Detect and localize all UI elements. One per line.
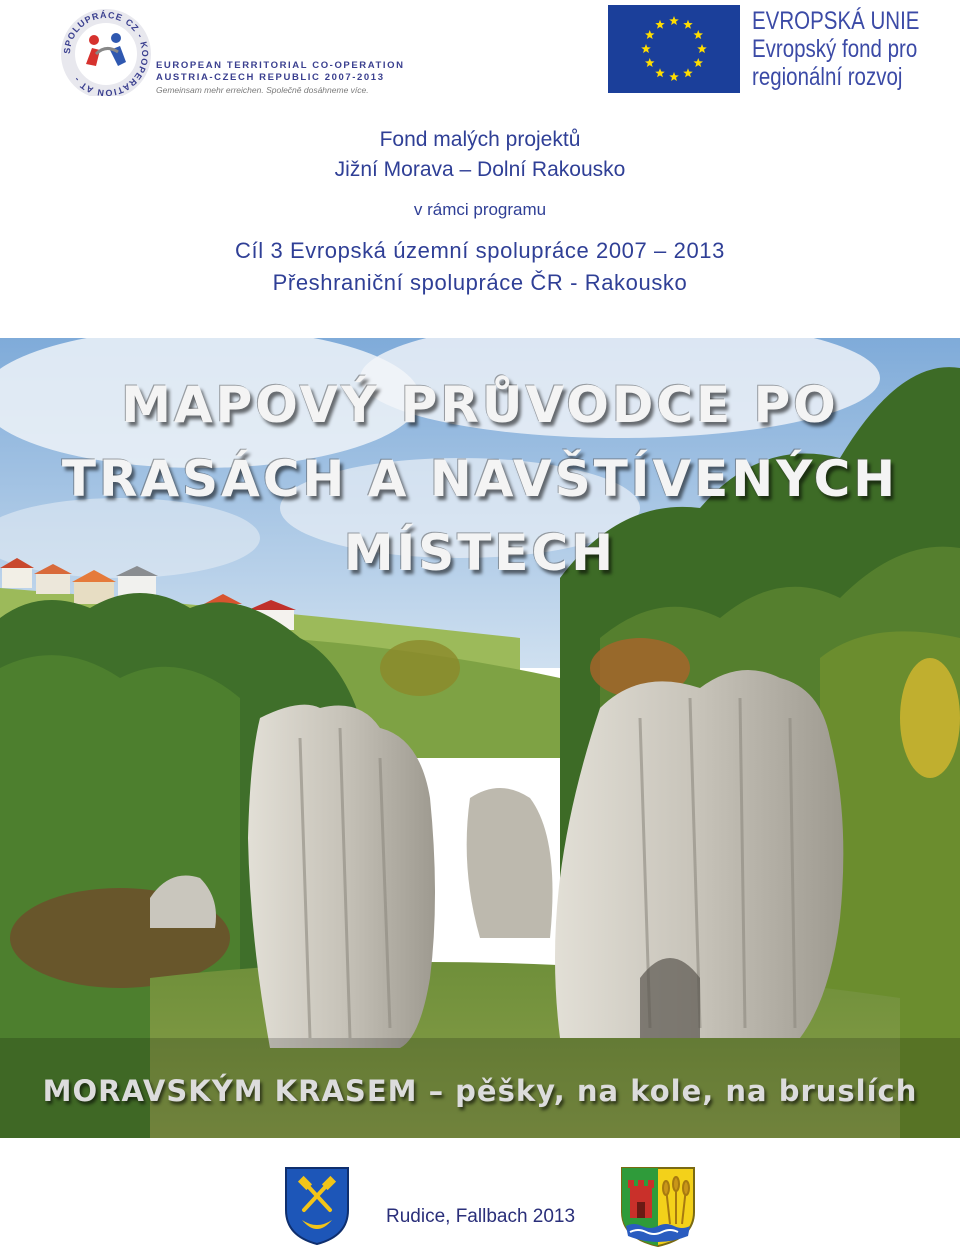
etc-cooperation-logo: [56, 4, 405, 96]
intro-goal: Cíl 3 Evropská územní spolupráce 2007 – 2013: [235, 238, 725, 263]
eu-line-2: Evropský fond pro: [752, 35, 918, 63]
fallbach-coat-of-arms-icon: [620, 1166, 696, 1248]
eu-flag-icon: [608, 5, 740, 93]
etc-line-2: AUSTRIA-CZECH REPUBLIC 2007-2013: [156, 72, 385, 83]
cover-photo: [0, 338, 960, 1138]
footer-place-year: Rudice, Fallbach 2013: [386, 1206, 576, 1227]
cover-title-line-3: MÍSTECH: [343, 524, 617, 582]
cover-title-line-2: TRASÁCH A NAVŠTÍVENÝCH: [61, 450, 899, 508]
etc-line-3: Gemeinsam mehr erreichen. Společně dosáhneme více.: [156, 85, 369, 95]
intro-fund-name: Fond malých projektů: [379, 128, 581, 151]
etc-ring-text: SPOLUPRÁCE CZ - KOOPERATION AT -: [61, 9, 151, 96]
etc-line-1: EUROPEAN TERRITORIAL CO-OPERATION: [156, 60, 405, 71]
rudice-coat-of-arms-icon: [284, 1166, 350, 1246]
cover-subtitle: MORAVSKÝM KRASEM – pěšky, na kole, na bruslích: [42, 1074, 918, 1108]
intro-program-label: v rámci programu: [413, 200, 547, 219]
eu-fund-logo: [608, 5, 920, 95]
intro-cooperation: Přeshraniční spolupráce ČR - Rakousko: [272, 270, 688, 295]
eu-line-1: EVROPSKÁ UNIE: [752, 7, 920, 35]
etc-ring-emblem-icon: [56, 4, 156, 96]
eu-line-3: regionální rozvoj: [752, 63, 903, 91]
intro-region: Jižní Morava – Dolní Rakousko: [334, 158, 626, 181]
cover-title-line-1: MAPOVÝ PRŮVODCE PO: [121, 376, 839, 434]
